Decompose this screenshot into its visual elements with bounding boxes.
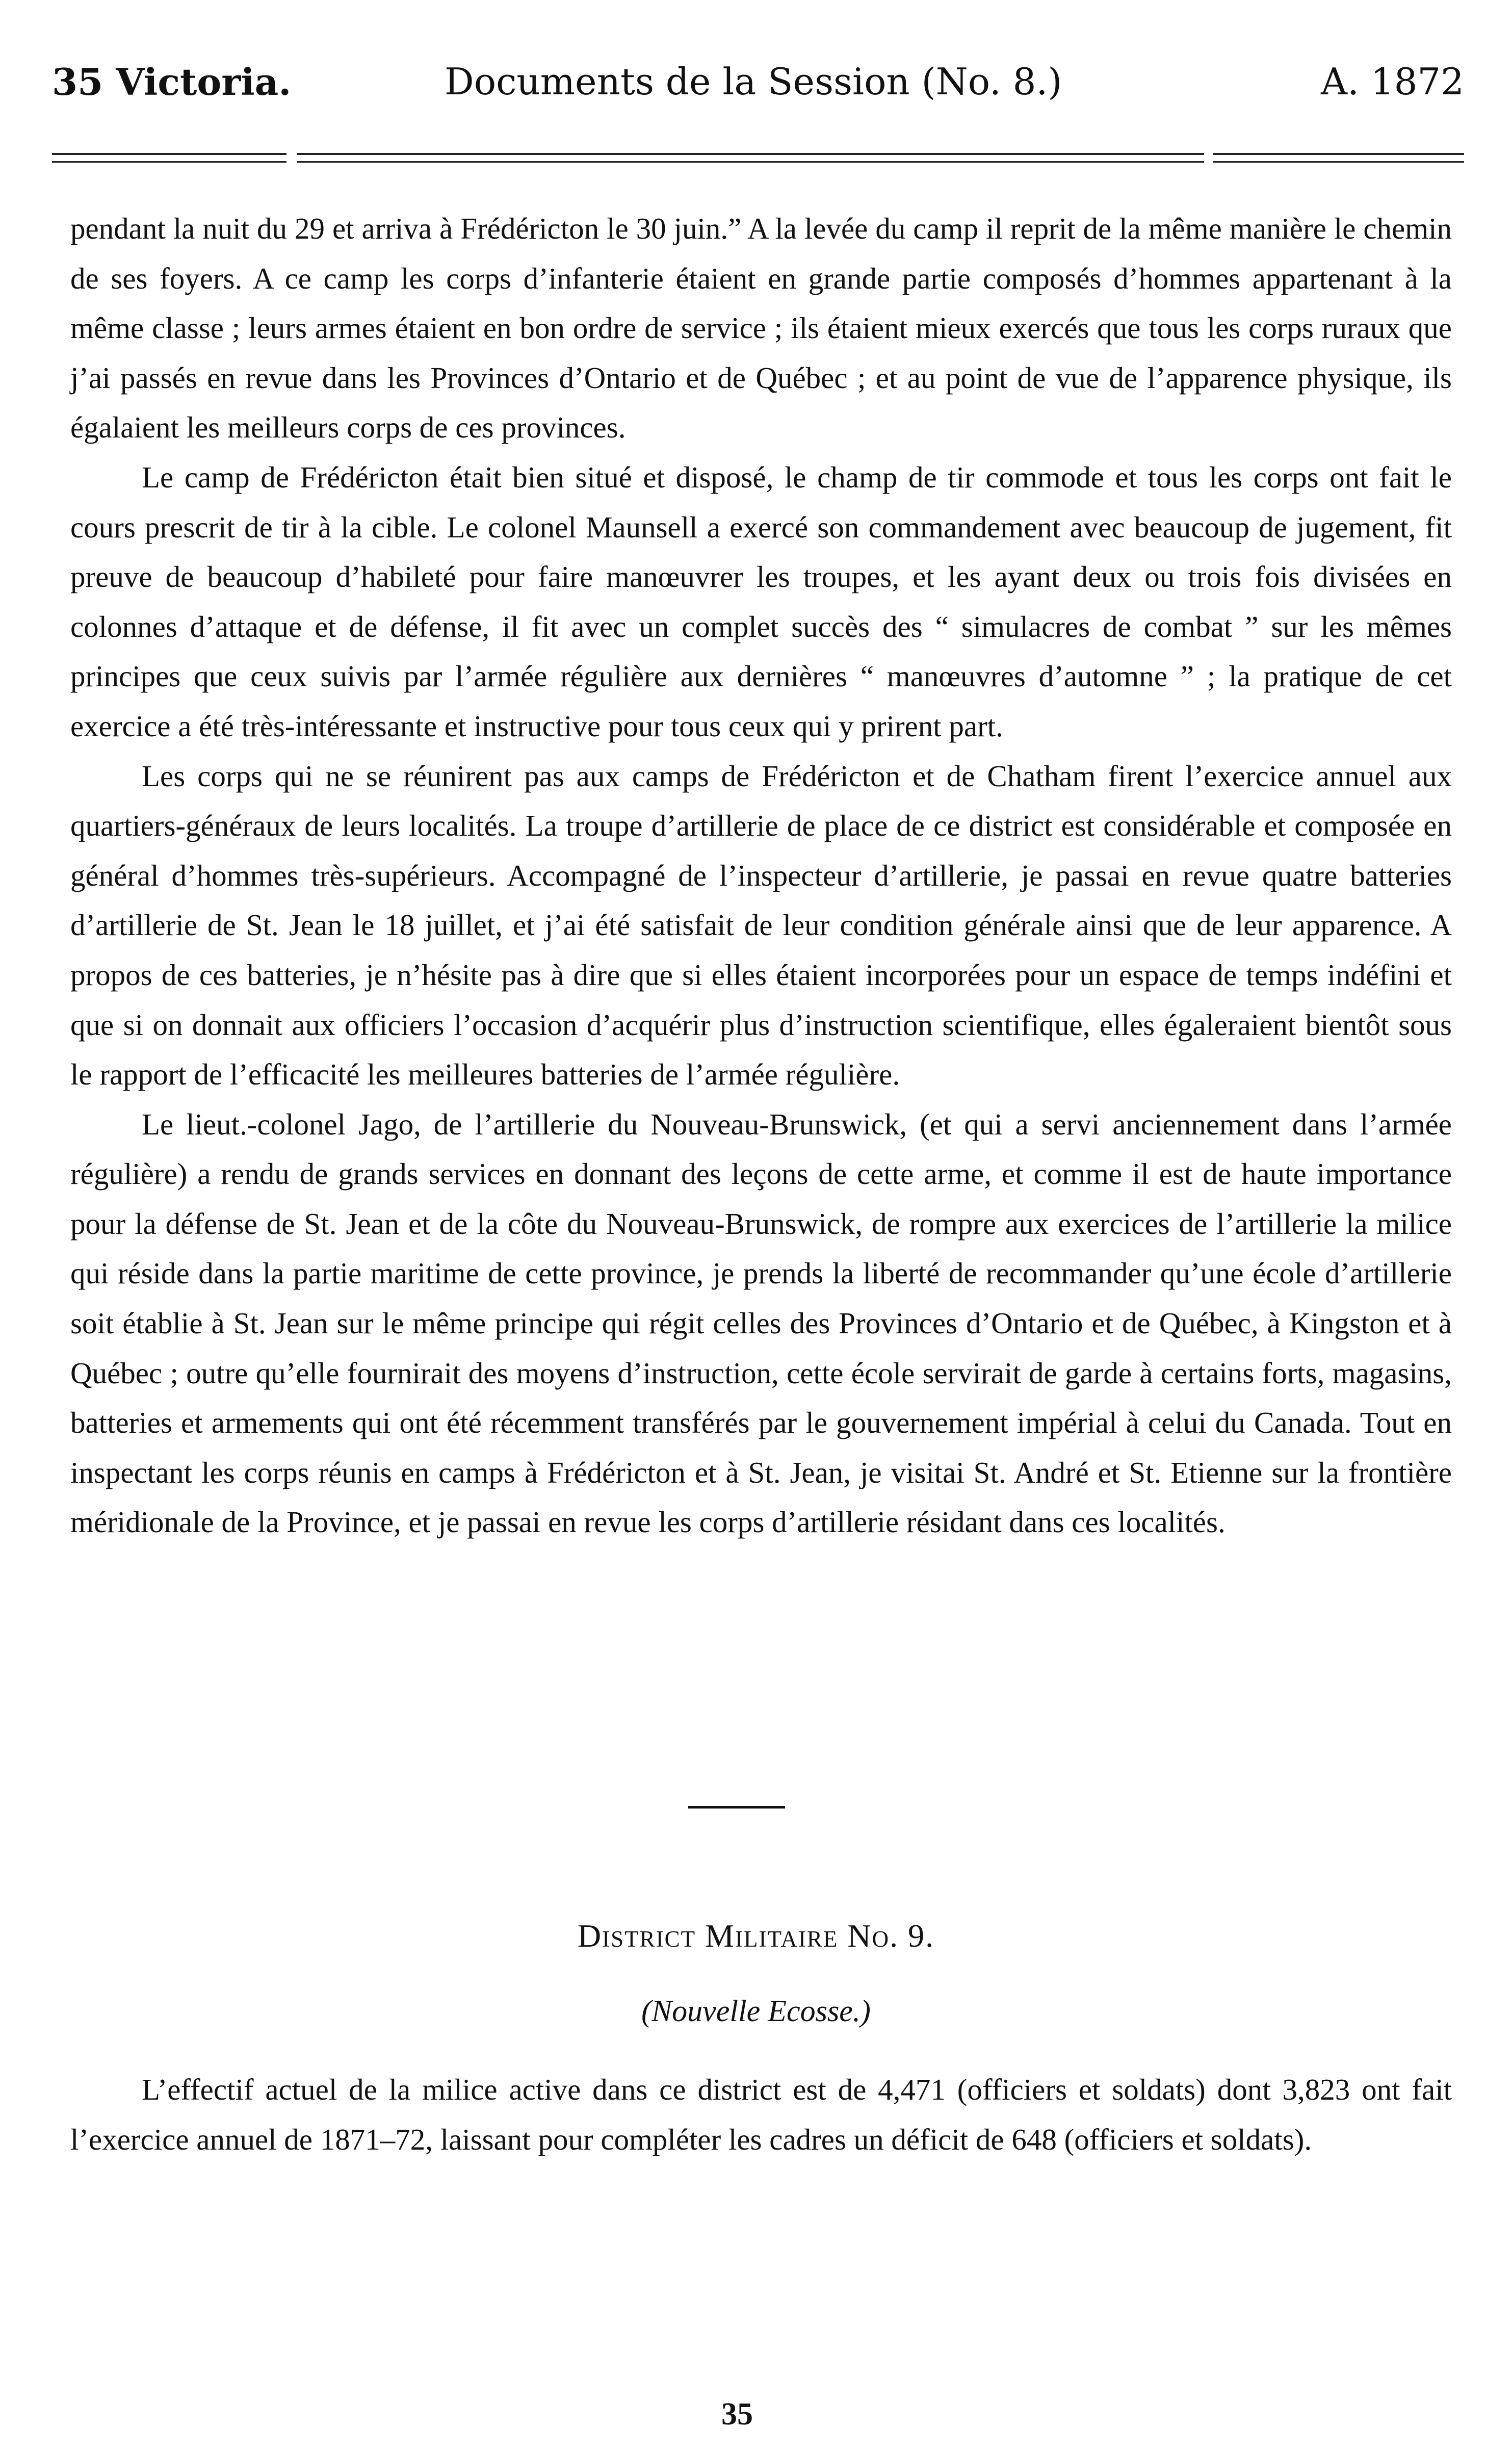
page-number: 35 (721, 2397, 753, 2432)
paragraph-district-9: L’effectif actuel de la milice active dans ce district est de 4,471 (officiers et soldats) dont 3,823 ont fait l’exercice annuel de 1871–72, laissant pour compléter les cadres un déficit de 648 (officiers et soldats). (70, 2073, 1452, 2156)
header-year: A. 1872 (1320, 60, 1464, 103)
body-text (70, 204, 1452, 1547)
paragraph-continuation: pendant la nuit du 29 et arriva à Frédéricton le 30 juin.” A la levée du camp il reprit de la même manière le chemin de ses foyers. A ce camp les corps d’infanterie étaient en grande partie composés d’hommes appartenant à la même classe ; leurs armes étaient en bon ordre de service ; ils étaient mieux exercés que tous les corps ruraux que j’ai passés en revue dans les Provinces d’Ontario et de Québec ; et au point de vue de l’apparence physique, ils égalaient les meilleurs corps de ces provinces. (70, 212, 1452, 445)
section-separator (688, 1806, 785, 1809)
district-heading: District Militaire No. 9. (577, 1918, 935, 1954)
header-rule-center-lower (297, 161, 1204, 163)
paragraph-camp-fredericton: Le camp de Frédéricton était bien situé et disposé, le champ de tir commode et tous les corps ont fait le cours prescrit de tir à la cible. Le colonel Maunsell a exercé son commandement avec beaucoup de jugement, fit preuve de beaucoup d’habileté pour faire manœuvrer les troupes, et les ayant deux ou trois fois divisées en colonnes d’attaque et de défense, il fit avec un complet succès des “ simulacres de combat ” sur les mêmes principes que ceux suivis par l’armée régulière aux dernières “ manœuvres d’automne ” ; la pratique de cet exercice a été très-intéressante et instructive pour tous ceux qui y prirent part. (70, 460, 1452, 743)
district-subheading: (Nouvelle Ecosse.) (641, 1994, 871, 2028)
header-rule-left (52, 153, 286, 155)
header-rule-right (1213, 153, 1464, 155)
header-title: Documents de la Session (No. 8.) (445, 60, 1062, 103)
running-header (52, 60, 1464, 121)
paragraph-artillery-batteries: Les corps qui ne se réunirent pas aux camps de Frédéricton et de Chatham firent l’exercice annuel aux quartiers-généraux de leurs localités. La troupe d’artillerie de place de ce district est considérable et composée en général d’hommes très-supérieurs. Accompagné de l’inspecteur d’artillerie, je passai en revue quatre batteries d’artillerie de St. Jean le 18 juillet, et j’ai été satisfait de leur condition générale ainsi que de leur apparence. A propos de ces batteries, je n’hésite pas à dire que si elles étaient incorporées pour un espace de temps indéfini et que si on donnait aux officiers l’occasion d’acquérir plus d’instruction scientifique, elles égaleraient bientôt sous le rapport de l’efficacité les meilleures batteries de l’armée régulière. (70, 759, 1452, 1092)
header-volume: 35 Victoria. (52, 60, 292, 104)
district-text (70, 2065, 1452, 2164)
paragraph-colonel-jago: Le lieut.-colonel Jago, de l’artillerie du Nouveau-Brunswick, (et qui a servi anciennement dans l’armée régulière) a rendu de grands services en donnant des leçons de cette arme, et comme il est de haute importance pour la défense de St. Jean et de la côte du Nouveau-Brunswick, de rompre aux exercices de l’artillerie la milice qui réside dans la partie maritime de cette province, je prends la liberté de recommander qu’une école d’artillerie soit établie à St. Jean sur le même principe qui régit celles des Provinces d’Ontario et de Québec, à Kingston et à Québec ; outre qu’elle fournirait des moyens d’instruction, cette école servirait de garde à certains forts, magasins, batteries et armements qui ont été récemment transférés par le gouvernement impérial à celui du Canada. Tout en inspectant les corps réunis en camps à Frédéricton et à St. Jean, je visitai St. André et St. Etienne sur la frontière méridionale de la Province, et je passai en revue les corps d’artillerie résidant dans ces localités. (70, 1107, 1452, 1539)
header-rule-left-lower (52, 161, 286, 163)
header-rule-center (297, 153, 1204, 155)
header-rule-right-lower (1213, 161, 1464, 163)
